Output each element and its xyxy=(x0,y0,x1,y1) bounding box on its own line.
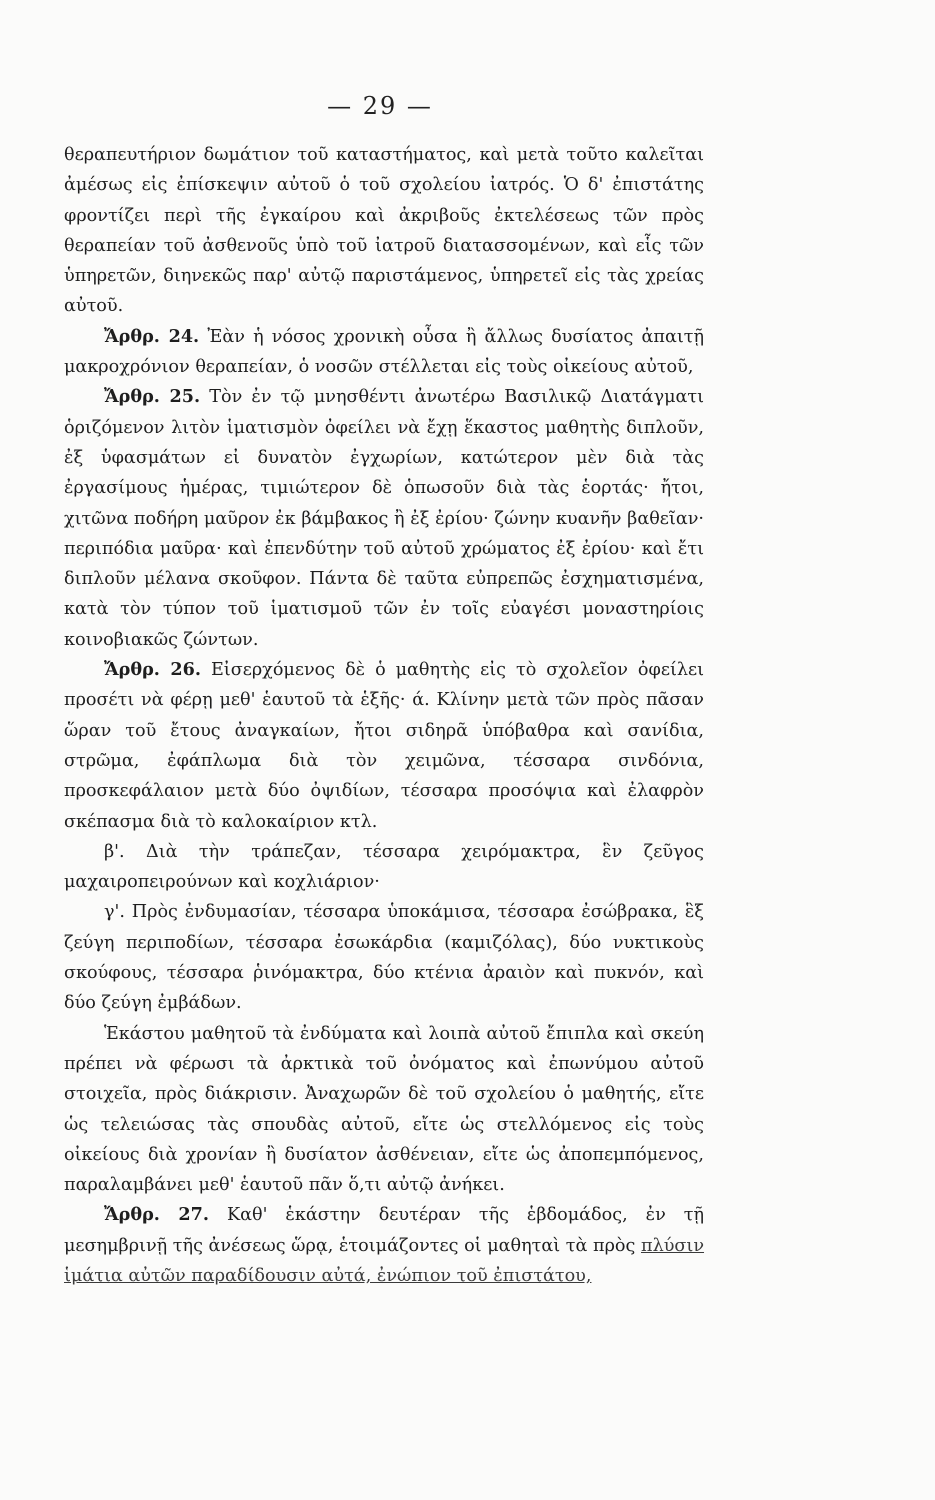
item-text: γ'. Πρὸς ἐνδυμασίαν, τέσσαρα ὑποκάμισα, τέσσαρα ἐσώβρακα, ἓξ ζεύγη περιποδίων, τέσσαρα ἐσωκάρδια (καμιζόλας), δύο νυκτικοὺς σκούφους, τέσσαρα ῥινόμακτρα, δύο κτένια ἀραιὸν καὶ πυκνόν, καὶ δύο ζεύγη ἐμβάδων. xyxy=(64,902,704,1014)
article-text: Ἐὰν ἡ νόσος χρονικὴ οὖσα ἢ ἄλλως δυσίατος ἀπαιτῇ μακροχρόνιον θεραπείαν, ὁ νοσῶν στέλλεται εἰς τοὺς οἰκείους αὐτοῦ, xyxy=(64,326,704,378)
paragraph-continuation xyxy=(64,140,704,322)
paragraph-belongings xyxy=(64,1019,704,1201)
article-text: Τὸν ἐν τῷ μνησθέντι ἀνωτέρω Βασιλικῷ Διατάγματι ὁριζόμενον λιτὸν ἱματισμὸν ὀφείλει νὰ ἔχῃ ἕκαστος μαθητὴς διπλοῦν, ἐξ ὑφασμάτων εἰ δυνατὸν ἐγχωρίων, κατώτερον μὲν διὰ τὰς ἐργασίμους ἡμέρας, τιμιώτερον δὲ ὁπωσοῦν διὰ τὰς ἑορτάς· ἤτοι, χιτῶνα ποδήρη μαῦρον ἐκ βάμβακος ἢ ἐξ ἐρίου· ζώνην κυανῆν βαθεῖαν· περιπόδια μαῦρα· καὶ ἐπενδύτην τοῦ αὐτοῦ χρώματος ἐξ ἐρίου· καὶ ἔτι διπλοῦν μέλανα σκοῦφον. Πάντα δὲ ταῦτα εὐπρεπῶς ἐσχηματισμένα, κατὰ τὸν τύπον τοῦ ἱματισμοῦ τῶν ἐν τοῖς εὐαγέσι μοναστηρίοις κοινοβιακῶς ζώντων. xyxy=(64,387,705,650)
paragraph-text: Ἑκάστου μαθητοῦ τὰ ἐνδύματα καὶ λοιπὰ αὐτοῦ ἔπιπλα καὶ σκεύη πρέπει νὰ φέρωσι τὰ ἀρκτικὰ τοῦ ὀνόματος καὶ ἐπωνύμου αὐτοῦ στοιχεῖα, πρὸς διάκρισιν. Ἀναχωρῶν δὲ τοῦ σχολείου ὁ μαθητής, εἴτε ὡς τελειώσας τὰς σπουδὰς αὐτοῦ, εἴτε ὡς στελλόμενος εἰς τοὺς οἰκείους διὰ χρονίαν ἢ δυσίατον ἀσθένειαν, εἴτε ὡς ἀποπεμπόμενος, παραλαμβάνει μεθ' ἑαυτοῦ πᾶν ὅ,τι αὐτῷ ἀνήκει. xyxy=(64,1023,704,1196)
page-number: — 29 — xyxy=(327,92,433,120)
item-c xyxy=(64,897,704,1018)
article-label: Ἄρθρ. 25. xyxy=(104,386,201,408)
article-text: Εἰσερχόμενος δὲ ὁ μαθητὴς εἰς τὸ σχολεῖον ὀφείλει προσέτι νὰ φέρῃ μεθ' ἑαυτοῦ τὰ ἑξῆς· ά. Κλίνην μετὰ τῶν πρὸς πᾶσαν ὥραν τοῦ ἔτους ἀναγκαίων, ἤτοι σιδηρᾶ ὑπόβαθρα καὶ σανίδια, στρῶμα, ἐφάπλωμα διὰ τὸν χειμῶνα, τέσσαρα σινδόνια, προσκεφάλαιον μετὰ δύο ὀψιδίων, τέσσαρα προσόψια καὶ ἐλαφρὸν σκέπασμα διὰ τὸ καλοκαίριον κτλ. xyxy=(64,660,705,832)
article-25 xyxy=(64,382,704,655)
item-b xyxy=(64,837,704,898)
article-24 xyxy=(64,322,704,383)
article-26 xyxy=(64,655,704,837)
article-text-tail: πλύσιν ἱμάτια αὐτῶν παραδίδουσιν αὐτά, ἐνώπιον τοῦ ἐπιστάτου, xyxy=(64,1235,705,1286)
paragraph-text: θεραπευτήριον δωμάτιον τοῦ καταστήματος, καὶ μετὰ τοῦτο καλεῖται ἀμέσως εἰς ἐπίσκεψιν αὐτοῦ ὁ τοῦ σχολείου ἰατρός. Ὁ δ' ἐπιστάτης φροντίζει περὶ τῆς ἐγκαίρου καὶ ἀκριβοῦς ἐκτελέσεως τῶν πρὸς θεραπείαν τοῦ ἀσθενοῦς ὑπὸ τοῦ ἰατροῦ διατασσομένων, καὶ εἷς τῶν ὑπηρετῶν, διηνεκῶς παρ' αὐτῷ παριστάμενος, ὑπηρετεῖ εἰς τὰς χρείας αὐτοῦ. xyxy=(64,145,704,317)
article-label: Ἄρθρ. 27. xyxy=(104,1204,210,1226)
body-text xyxy=(64,140,704,1291)
article-label: Ἄρθρ. 24. xyxy=(104,325,200,347)
article-label: Ἄρθρ. 26. xyxy=(104,659,201,681)
item-text: β'. Διὰ τὴν τράπεζαν, τέσσαρα χειρόμακτρα, ἓν ζεῦγος μαχαιροπειρούνων καὶ κοχλιάριον· xyxy=(64,841,704,893)
article-27 xyxy=(64,1200,704,1291)
article-text: Καθ' ἑκάστην δευτέραν τῆς ἑβδομάδος, ἐν τῇ μεσημβρινῇ τῆς ἀνέσεως ὥρᾳ, ἑτοιμάζοντες οἱ μαθηταὶ τὰ πρὸς xyxy=(64,1205,705,1256)
